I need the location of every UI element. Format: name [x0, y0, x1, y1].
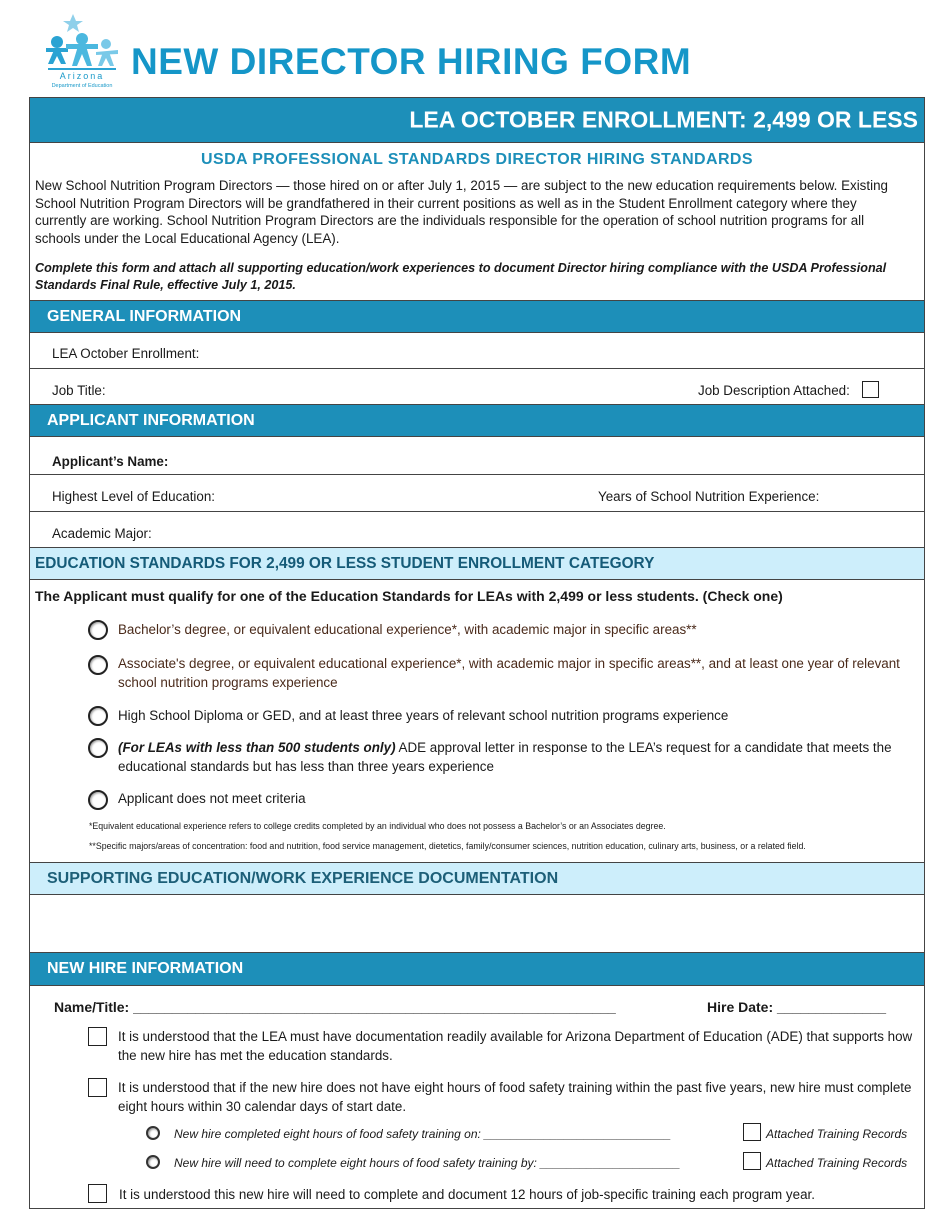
footnote-equivalent: *Equivalent educational experience refers to college credits completed by an individual who does not possess a Bachelor’s or an Associates degree.: [89, 821, 666, 831]
training-completed-radio[interactable]: [146, 1126, 160, 1140]
experience-years-label: Years of School Nutrition Experience:: [598, 489, 820, 504]
supporting-docs-area[interactable]: [30, 895, 924, 952]
education-level-label: Highest Level of Education:: [52, 489, 216, 504]
option-bachelors-text: Bachelor’s degree, or equivalent educational experience*, with academic major in specific areas**: [118, 622, 697, 637]
option-ade-approval-text: ADE approval letter in response to the LEA’s request for a candidate that meets the educational standards but has less than three years experience: [118, 740, 892, 774]
page-title: NEW DIRECTOR HIRING FORM: [131, 41, 692, 82]
option-not-meet-text: Applicant does not meet criteria: [118, 791, 306, 806]
ack-food-safety-checkbox[interactable]: [88, 1078, 107, 1097]
option-ade-approval-radio[interactable]: [88, 738, 108, 758]
option-high-school-text: High School Diploma or GED, and at least three years of relevant school nutrition programs experience: [118, 708, 729, 723]
intro-paragraph: New School Nutrition Program Directors — those hired on or after July 1, 2015 — are subject to the new education requirements below. Existing School Nutrition Program Directors will be grandfathered in their current positions as well as in the Student Enrollment category where they currently are working. School Nutrition Program Directors are the individuals responsible for the operation of school nutrition programs for all schools under the Local Educational Agency (LEA).: [35, 178, 888, 246]
name-title-field[interactable]: Name/Title: ______________________________________________________________: [54, 999, 616, 1015]
ack-job-training-text: It is understood this new hire will need to complete and document 12 hours of job-specific training each program year.: [119, 1187, 815, 1202]
applicant-info-title: APPLICANT INFORMATION: [47, 411, 255, 429]
supporting-docs-title: SUPPORTING EDUCATION/WORK EXPERIENCE DOCUMENTATION: [47, 869, 559, 887]
applicant-name-label: Applicant’s Name:: [52, 454, 169, 469]
logo-subtitle: Department of Education: [51, 83, 113, 89]
education-standards-header: [29, 548, 925, 579]
attached-records-checkbox-1[interactable]: [743, 1123, 761, 1141]
general-info-title: GENERAL INFORMATION: [47, 307, 242, 325]
footnote-majors: **Specific majors/areas of concentration: food and nutrition, food service management, dietetics, family/consumer sciences, nutrition education, culinary arts, business, or a related field.: [89, 841, 806, 851]
education-standards-title: EDUCATION STANDARDS FOR 2,499 OR LESS STUDENT ENROLLMENT CATEGORY: [35, 554, 655, 572]
training-needed-text: New hire will need to complete eight hours of food safety training by: _____________________: [174, 1156, 681, 1170]
lea-enrollment-label: LEA October Enrollment:: [52, 346, 200, 361]
general-info-header: [29, 301, 925, 332]
attached-records-checkbox-2[interactable]: [743, 1152, 761, 1170]
new-hire-title: NEW HIRE INFORMATION: [47, 960, 244, 977]
supporting-docs-header: [29, 863, 925, 894]
academic-major-label: Academic Major:: [52, 526, 152, 541]
education-instruction: The Applicant must qualify for one of the Education Standards for LEAs with 2,499 or less students. (Check one): [35, 588, 783, 604]
training-completed-text: New hire completed eight hours of food safety training on: ____________________________: [174, 1127, 672, 1141]
ack-documentation-checkbox[interactable]: [88, 1027, 107, 1046]
ack-documentation-text: It is understood that the LEA must have documentation readily available for Arizona Department of Education (ADE) that supports how the new hire has met the education standards.: [118, 1029, 913, 1063]
new-hire-header: [29, 953, 925, 985]
enrollment-banner-text: LEA OCTOBER ENROLLMENT: 2,499 OR LESS: [409, 106, 918, 133]
option-not-meet-radio[interactable]: [88, 790, 108, 810]
training-needed-radio[interactable]: [146, 1155, 160, 1169]
job-title-label: Job Title:: [52, 383, 106, 398]
standards-title: USDA PROFESSIONAL STANDARDS DIRECTOR HIRING STANDARDS: [201, 151, 753, 168]
option-high-school-radio[interactable]: [88, 706, 108, 726]
job-description-checkbox[interactable]: [862, 381, 879, 398]
enrollment-banner: [29, 97, 925, 142]
ack-job-training-checkbox[interactable]: [88, 1184, 107, 1203]
applicant-info-header: [29, 405, 925, 436]
attached-records-label-2: Attached Training Records: [766, 1156, 908, 1170]
option-ade-approval-prefix: (For LEAs with less than 500 students only): [118, 740, 396, 755]
logo-name: Arizona: [59, 71, 105, 81]
hire-date-field[interactable]: Hire Date: ______________: [707, 999, 887, 1015]
option-associates-radio[interactable]: [88, 655, 108, 675]
option-associates-text: Associate's degree, or equivalent educational experience*, with academic major in specific areas**, and at least one year of relevant school nutrition programs experience: [118, 656, 900, 690]
attached-records-label-1: Attached Training Records: [766, 1127, 908, 1141]
option-ade-approval: [118, 738, 923, 776]
ack-food-safety-text: It is understood that if the new hire does not have eight hours of food safety training within the past five years, new hire must complete eight hours within 30 calendar days of start date.: [118, 1080, 912, 1114]
job-description-label: Job Description Attached:: [698, 383, 850, 398]
option-bachelors-radio[interactable]: [88, 620, 108, 640]
instruction-paragraph: Complete this form and attach all supporting education/work experiences to document Director hiring compliance with the USDA Professional Standards Final Rule, effective July 1, 2015.: [35, 261, 887, 292]
